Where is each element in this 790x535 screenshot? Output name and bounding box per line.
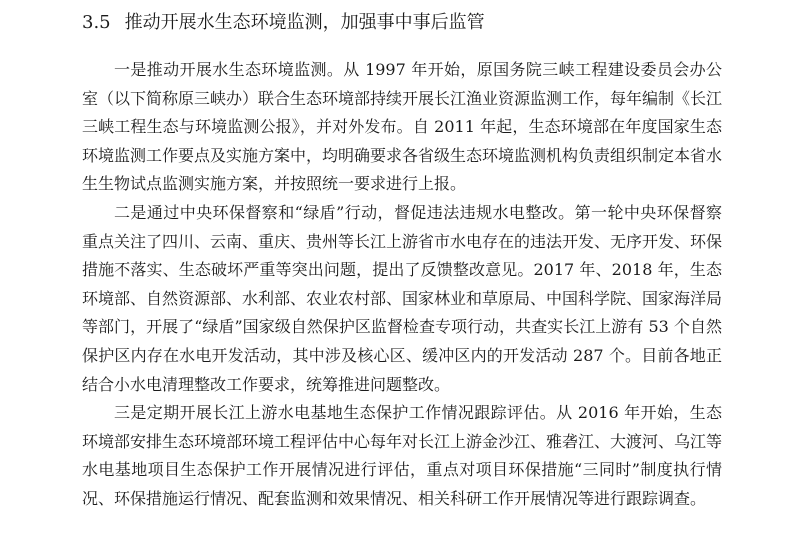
paragraph-assessment: 三是定期开展长江上游水电基地生态保护工作情况跟踪评估。从 2016 年开始，生态环境部安排生态环境部环境工程评估中心每年对长江上游金沙江、雅砻江、大渡河、乌江等水电基地项目生态保护工作开展情况进行评估，重点对项目环保措施“三同时”制度执行情况、环保措施运行情况、配套监测和效果情况、相关科研工作开展情况等进行跟踪调查。 bbox=[82, 403, 723, 508]
body-text bbox=[82, 56, 722, 514]
section-heading bbox=[82, 10, 485, 36]
paragraph-inspection: 二是通过中央环保督察和“绿盾”行动，督促违法违规水电整改。第一轮中央环保督察重点关注了四川、云南、重庆、贵州等长江上游省市水电存在的违法开发、无序开发、环保措施不落实、生态破坏严重等突出问题，提出了反馈整改意见。2017 年、2018 年，生态环境部、自然资源部、水利部、农业农村部、国家林业和草原局、中国科学院、国家海洋局等部门，开展了“绿盾”国家级自然保护区监督检查专项行动，共查实长江上游有 53 个自然保护区内存在水电开发活动，其中涉及核心区、缓冲区内的开发活动 287 个。目前各地正结合小水电清理整改工作要求，统筹推进问题整改。 bbox=[82, 202, 723, 394]
section-title: 推动开展水生态环境监测，加强事中事后监管 bbox=[124, 12, 485, 33]
paragraph-monitoring: 一是推动开展水生态环境监测。从 1997 年开始，原国务院三峡工程建设委员会办公室（以下简称原三峡办）联合生态环境部持续开展长江渔业资源监测工作，每年编制《长江三峡工程生态与环境监测公报》，并对外发布。自 2011 年起，生态环境部在年度国家生态环境监测工作要点及实施方案中，均明确要求各省级生态环境监测机构负责组织制定本省水生生物试点监测实施方案，并按照统一要求进行上报。 bbox=[82, 60, 723, 194]
section-number: 3.5 bbox=[82, 12, 111, 33]
